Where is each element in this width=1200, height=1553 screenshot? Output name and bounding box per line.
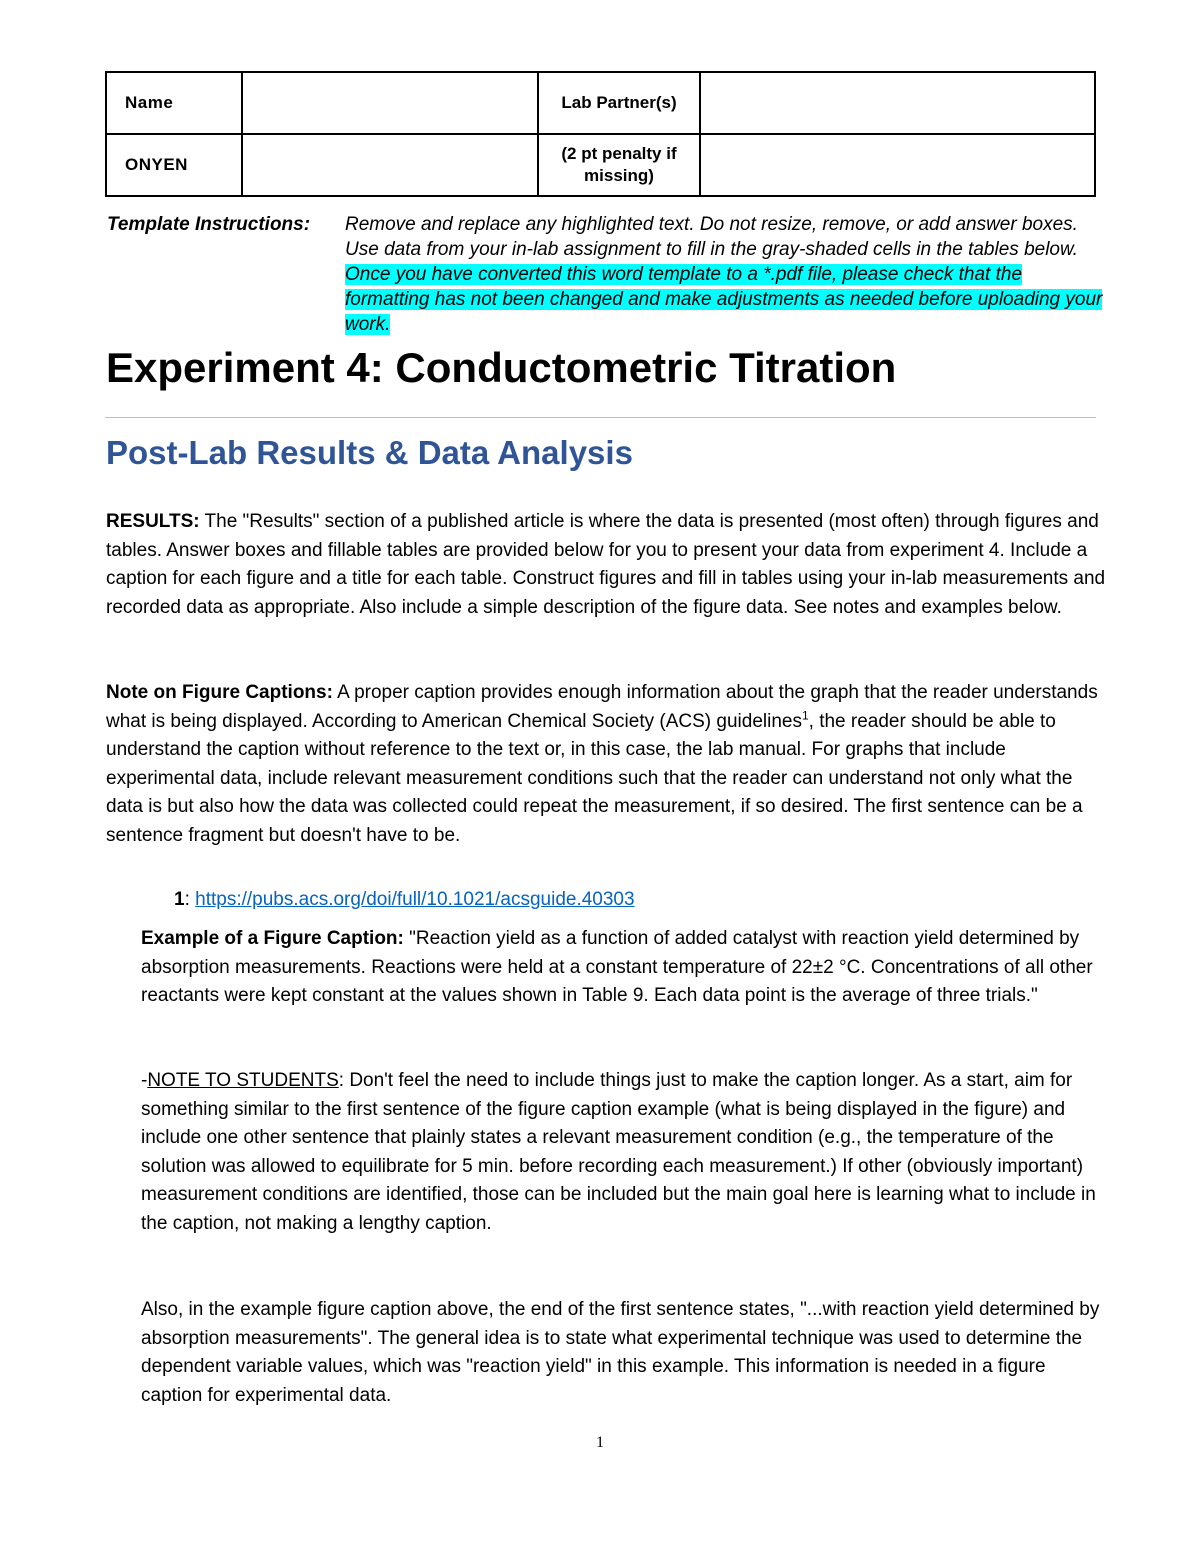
note-text-b: , the reader should be able to understand the caption without reference to the text or, in this case, the lab manual. For graphs that include experimental data, include relevant measurement conditions such that the reader can understand not only what the data is but also how the data was collected could repeat the measurement, if so desired. The first sentence can be a sentence fragment but doesn't have to be. [106,710,1083,846]
note-text-a: A proper caption provides enough information about the graph that the reader understands what is being displayed. According to American Chemical Society (ACS) guidelines [106,682,1098,732]
reference-number: 1 [174,889,185,910]
results-lead: RESULTS: [106,511,200,532]
instructions-label: Template Instructions: [107,214,311,235]
section-heading: Post-Lab Results & Data Analysis [106,434,633,471]
results-paragraph [106,508,1106,622]
lab-partner-field[interactable] [700,72,1095,134]
penalty-field[interactable] [700,134,1095,196]
name-label: Name [106,72,242,134]
page-title: Experiment 4: Conductometric Titration [106,344,897,391]
reference-line [174,886,1074,915]
footnote-marker: 1 [801,708,809,723]
reference-separator: : [184,889,196,910]
penalty-note: (2 pt penalty if missing) [538,134,700,196]
onyen-label: ONYEN [106,134,242,196]
table-row [106,72,1095,134]
note-to-students-text: : Don't feel the need to include things just to make the caption longer. As a start, aim for something similar to the first sentence of the figure caption example (what is being displayed in the figure) and include one other sentence that plainly states a relevant measurement condition (e.g., the temperature of the solution was allowed to equilibrate for 5 min. before recording each measurement.) If other (obviously important) measurement conditions are identified, those can be included but the main goal here is learning what to include in the caption, not making a lengthy caption. [141,1070,1096,1234]
example-caption-paragraph [141,925,1101,1011]
lab-partner-label: Lab Partner(s) [538,72,700,134]
table-row [106,134,1095,196]
note-to-students-label: NOTE TO STUDENTS [147,1070,339,1091]
example-text: "Reaction yield as a function of added catalyst with reaction yield determined by absorption measurements. Reactions were held at a constant temperature of 22±2 °C. Concentrations of all other reactants were kept constant at the values shown in Table 9. Each data point is the average of three trials." [141,928,1093,1007]
note-to-students-paragraph [141,1067,1101,1239]
note-prefix: - [141,1070,148,1091]
page-number: 1 [596,1434,604,1451]
example-lead: Example of a Figure Caption: [141,928,404,949]
note-lead: Note on Figure Captions: [106,682,333,703]
also-paragraph: Also, in the example figure caption above, the end of the first sentence states, "...with reaction yield determined by absorption measurements". The general idea is to state what experimental technique was used to determine the dependent variable values, which was "reaction yield" in this example. This information is needed in a figure caption for experimental data. [141,1299,1100,1406]
results-text: The "Results" section of a published article is where the data is presented (most often) through figures and tables. Answer boxes and fillable tables are provided below for you to present your data from experiment 4. Include a caption for each figure and a title for each table. Construct figures and fill in tables using your in-lab measurements and recorded data as appropriate. Also include a simple description of the figure data. See notes and examples below. [106,511,1106,618]
onyen-field[interactable] [242,134,538,196]
student-info-table [105,71,1096,197]
instructions-text: Remove and replace any highlighted text. Do not resize, remove, or add answer boxes. Use data from your in-lab assignment to fill in the gray-shaded cells in the tables below. [345,214,1078,260]
name-field[interactable] [242,72,538,134]
instructions-highlighted-text: Once you have converted this word template to a *.pdf file, please check that the formatting has not been changed and make adjustments as needed before uploading your work. [345,264,1103,335]
figure-captions-note [106,679,1106,851]
reference-link[interactable]: https://pubs.acs.org/doi/full/10.1021/acsguide.40303 [195,889,635,910]
instructions-body [345,212,1105,337]
title-divider [105,417,1096,418]
